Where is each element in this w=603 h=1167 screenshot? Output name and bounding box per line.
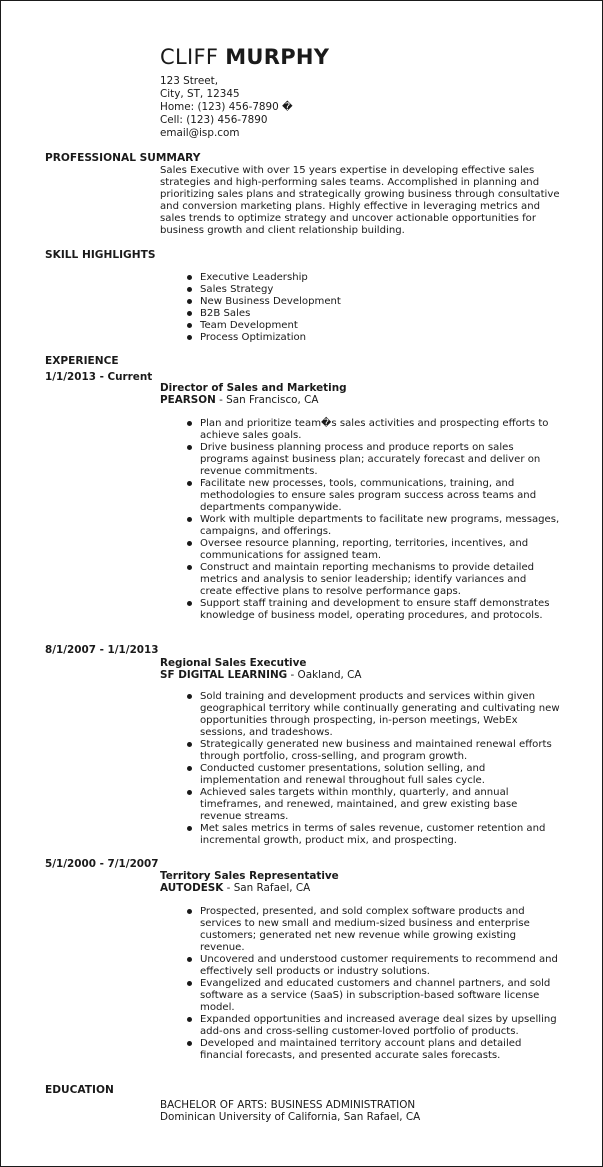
skills-heading: SKILL HIGHLIGHTS <box>45 249 156 261</box>
education-heading: EDUCATION <box>45 1084 114 1096</box>
job-title: Director of Sales and Marketing <box>160 382 347 394</box>
job-employer <box>160 669 362 681</box>
skill-item: New Business Development <box>200 296 341 307</box>
email-address: email@isp.com <box>160 127 240 139</box>
job-location: - Oakland, CA <box>287 669 362 681</box>
duty-item: Conducted customer presentations, solution selling, and implementation and renewal throughout full sales cycle. <box>200 763 560 787</box>
duty-item: Met sales metrics in terms of sales revenue, customer retention and incremental growth, product mix, and prospecting. <box>200 823 560 847</box>
street-address: 123 Street, <box>160 75 219 87</box>
job-duties <box>200 906 560 1062</box>
school: Dominican University of California, San Rafael, CA <box>160 1111 421 1123</box>
duty-item: Expanded opportunities and increased average deal sizes by upselling add-ons and cross-selling customer-loved portfolio of products. <box>200 1014 560 1038</box>
job-dates: 5/1/2000 - 7/1/2007 <box>45 858 159 870</box>
candidate-name <box>160 44 329 70</box>
company-name: SF DIGITAL LEARNING <box>160 669 288 681</box>
skill-item: Executive Leadership <box>200 272 341 284</box>
duty-item: Facilitate new processes, tools, communications, training, and methodologies to ensure sales program success across teams and departments companywide. <box>200 478 560 514</box>
job-dates: 8/1/2007 - 1/1/2013 <box>45 644 159 656</box>
duty-item: Oversee resource planning, reporting, territories, incentives, and communications for assigned team. <box>200 538 560 562</box>
last-name: MURPHY <box>225 45 330 69</box>
degree: BACHELOR OF ARTS: BUSINESS ADMINISTRATION <box>160 1099 416 1111</box>
duty-item: Uncovered and understood customer requirements to recommend and effectively sell products or industry solutions. <box>200 954 560 978</box>
duty-item: Prospected, presented, and sold complex software products and services to new small and medium-sized business and enterprise customers; generated net new revenue while growing existing revenue. <box>200 906 560 954</box>
duty-item: Evangelized and educated customers and channel partners, and sold software as a service (SaaS) in subscription-based software license model. <box>200 978 560 1014</box>
job-duties <box>200 691 560 847</box>
company-name: AUTODESK <box>160 882 224 894</box>
duty-item: Achieved sales targets within monthly, quarterly, and annual timeframes, and renewed, maintained, and grew existing base revenue streams. <box>200 787 560 823</box>
duty-item: Construct and maintain reporting mechanisms to provide detailed metrics and analysis to senior leadership; identify variances and create effective plans to resolve performance gaps. <box>200 562 560 598</box>
skills-list <box>200 272 341 344</box>
skill-item: Sales Strategy <box>200 284 341 296</box>
city-state-zip: City, ST, 12345 <box>160 88 240 100</box>
duty-item: Sold training and development products and services within given geographical territory while continually generating and cultivating new opportunities through prospecting, in-person meetings, WebEx sessions, and tradeshows. <box>200 691 560 738</box>
duty-item: Developed and maintained territory account plans and detailed financial forecasts, and presented accurate sales forecasts. <box>200 1038 560 1062</box>
job-dates: 1/1/2013 - Current <box>45 371 153 383</box>
contact-block <box>160 75 293 140</box>
skill-item: B2B Sales <box>200 308 341 320</box>
duty-item: Strategically generated new business and maintained renewal efforts through portfolio, cross-selling, and program growth. <box>200 739 560 763</box>
first-name: CLIFF <box>160 45 219 69</box>
job-employer <box>160 882 310 894</box>
home-phone: Home: (123) 456-7890 � <box>160 101 293 113</box>
job-employer <box>160 394 319 406</box>
company-name: PEARSON <box>160 394 216 406</box>
summary-text: Sales Executive with over 15 years expertise in developing effective sales strategies and high-performing sales teams. Accomplished in planning and prioritizing sales plans and strategically growing business through consultative and conversion marketing plans. Highly effective in leveraging metrics and sales trends to optimize strategy and uncover actionable opportunities for business growth and client relationship building. <box>160 165 560 236</box>
duty-item: Drive business planning process and produce reports on sales programs against business plan; accurately forecast and deliver on revenue commitments. <box>200 442 560 478</box>
job-title: Territory Sales Representative <box>160 870 339 882</box>
job-duties <box>200 418 560 622</box>
cell-phone: Cell: (123) 456-7890 <box>160 114 268 126</box>
duty-item: Support staff training and development to ensure staff demonstrates knowledge of business model, operating procedures, and protocols. <box>200 598 560 622</box>
skill-item: Process Optimization <box>200 332 341 344</box>
skill-item: Team Development <box>200 320 341 332</box>
summary-heading: PROFESSIONAL SUMMARY <box>45 152 201 164</box>
job-title: Regional Sales Executive <box>160 657 307 669</box>
education-entry <box>160 1099 420 1123</box>
duty-item: Work with multiple departments to facilitate new programs, messages, campaigns, and offerings. <box>200 514 560 537</box>
duty-item: Plan and prioritize team�s sales activities and prospecting efforts to achieve sales goals. <box>200 418 560 442</box>
job-location: - San Rafael, CA <box>223 882 311 894</box>
job-location: - San Francisco, CA <box>215 394 319 406</box>
experience-heading: EXPERIENCE <box>45 355 119 367</box>
